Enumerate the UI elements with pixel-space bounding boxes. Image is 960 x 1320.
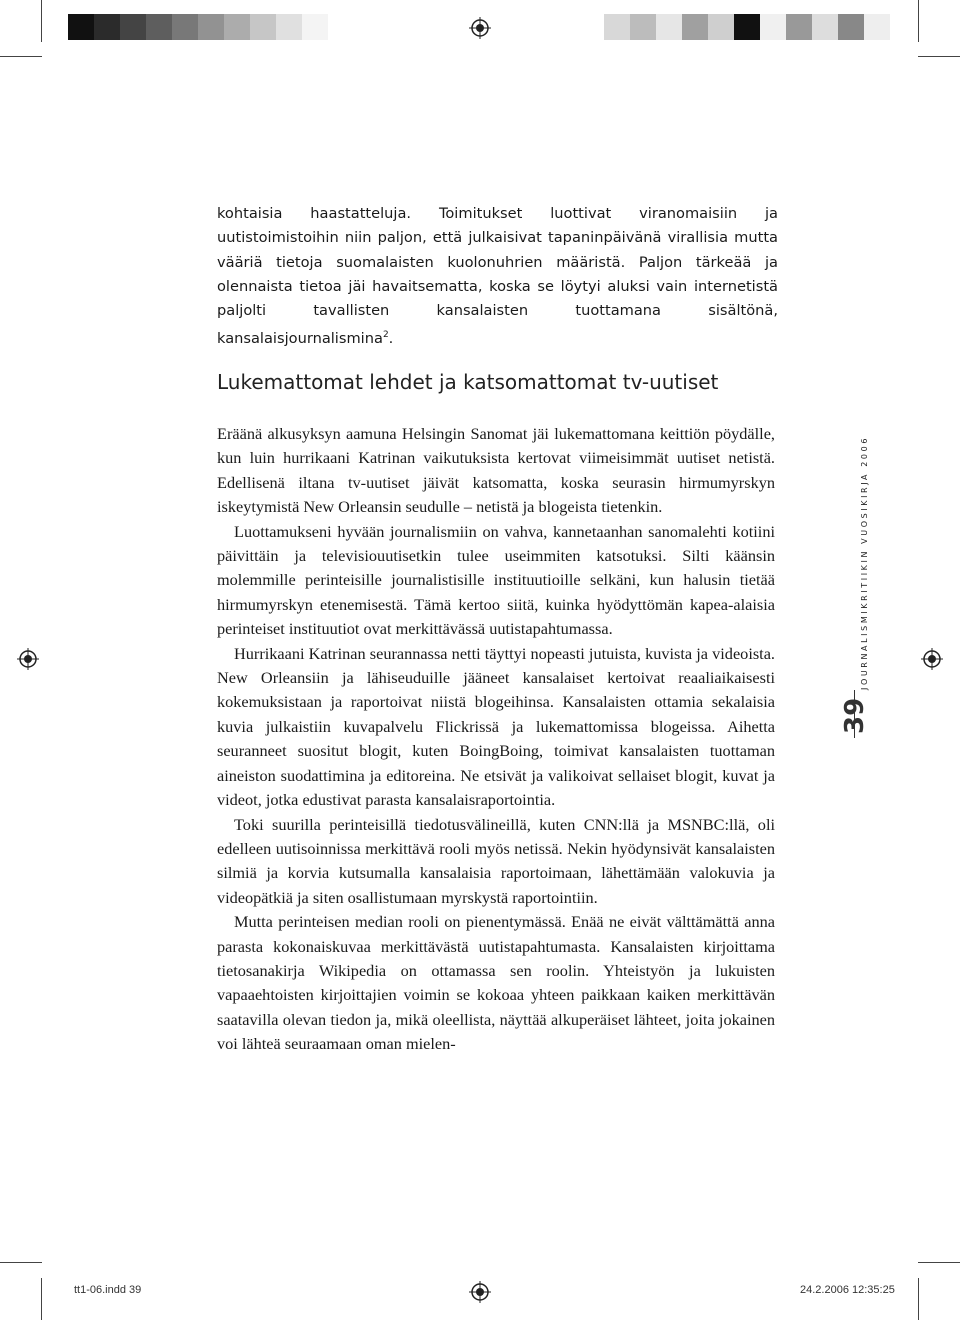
crop-mark [0,1262,42,1263]
section-heading: Lukemattomat lehdet ja katsomattomat tv-uutiset [217,370,719,394]
running-title: JOURNALISMIKRITIIKIN VUOSIKIRJA 2006 [860,435,869,690]
registration-mark-icon [921,648,943,670]
crop-mark [0,56,42,57]
footer-timestamp: 24.2.2006 12:35:25 [800,1284,895,1296]
intro-paragraph [217,202,778,352]
intro-text-end: . [388,330,394,348]
registration-mark-icon [469,1281,491,1303]
paragraph: Hurrikaani Katrinan seurannassa netti täyttyi nopeasti jutuista, kuvista ja videoista. New Orleansiin ja lähiseuduille jääneet kansalaiset kertoivat reaaliaikaisesti kokemuksistaan ja raportoivat niistä blogeihinsa. Kansalaisten ottamia sekalaisia kuvia julkaistiin kuvapalvelu Flickrissä ja lukemattomissa blogeissa. Aihetta seuranneet suositut blogit, kuten BoingBoing, toimivat kansalaisten tuottaman aineiston suodattimina ja editoreina. Ne etsivät ja valikoivat sellaiset blogit, kuvat ja videot, jotka edustivat parasta kansalaisraportointia. [217,643,775,810]
crop-mark [918,1262,960,1263]
color-bar-left [68,14,328,40]
paragraph: Luottamukseni hyvään journalismiin on vahva, kannetaanhan sanomalehti kotiini päivittäin ja televisiouutisetkin tulee useimmiten katsotuksi. Silti käänsin molemmille perinteisille journalistisille instituutioille selkäni, kun halusin tietää hirmumyrskyn etenemisestä. Tämä kertoo siitä, kuinka hyödyttömän kapea-alaisia perinteiset instituutiot ovat merkittävässä uutistapahtumassa. [217,521,775,639]
crop-mark [41,1278,42,1320]
footer-file: tt1-06.indd 39 [74,1284,142,1296]
color-bar-right [604,14,890,40]
paragraph: Eräänä alkusyksyn aamuna Helsingin Sanomat jäi lukemattomana keittiön pöydälle, kun luin hurrikaani Katrinan vaikutuksista kertovat viimeisimmät uutiset netistä. Edellisenä iltana tv-uutiset jäivät katsomatta, koska seurasin hirmumyrskyn iskeytymistä New Orleansin seudulle – netistä ja blogeista tietenkin. [217,424,775,517]
paragraph: Mutta perinteisen median rooli on pienentymässä. Enää ne eivät välttämättä anna parasta kokonaiskuvaa merkittävästä uutistapahtumasta. Kansalaisten kirjoittama tietosanakirja Wikipedia on ottamassa sen roolin. Yhteistyön ja lukuisten vapaaehtoisten kirjoittajien voimin se kokoaa yhteen paikkaan kaiken merkittävän saatavilla olevan tiedon ja, mikä oleellista, näyttää alkuperäiset lähteet, joita jokainen voi lähteä seuraamaan oman mielen- [217,912,775,1054]
page-number: 39 [840,697,870,734]
registration-mark-icon [17,648,39,670]
footnote-ref[interactable]: 2 [382,330,389,341]
paragraph: Toki suurilla perinteisillä tiedotusvälineillä, kuten CNN:llä ja MSNBC:llä, oli edelleen uutisoinnissa merkittävä rooli myös netissä. Nekin hyödynsivät kansalaisten silmiä ja korvia kutsumalla kansalaisia raportoimaan, lähettämään valokuvia ja videopätkiä ja siten osallistumaan myrskystä raportointiin. [217,814,775,907]
article-body [217,422,775,1057]
intro-text: kohtaisia haastatteluja. Toimitukset luottivat viranomaisiin ja uutistoimistoihin niin paljon, että julkaisivat tapaninpäivänä virallisia mutta vääriä tietoja suomalaisten kuolonuhrien määristä. Paljon tärkeää ja olennaista tietoa jäi havaitsematta, koska se löytyi aluksi vain internetistä paljolti tavallisten kansalaisten tuottamana sisältönä, kansalaisjournalismina [217,205,778,348]
crop-mark [918,0,919,42]
crop-mark [41,0,42,42]
crop-mark [918,56,960,57]
registration-mark-icon [469,17,491,39]
crop-mark [918,1278,919,1320]
